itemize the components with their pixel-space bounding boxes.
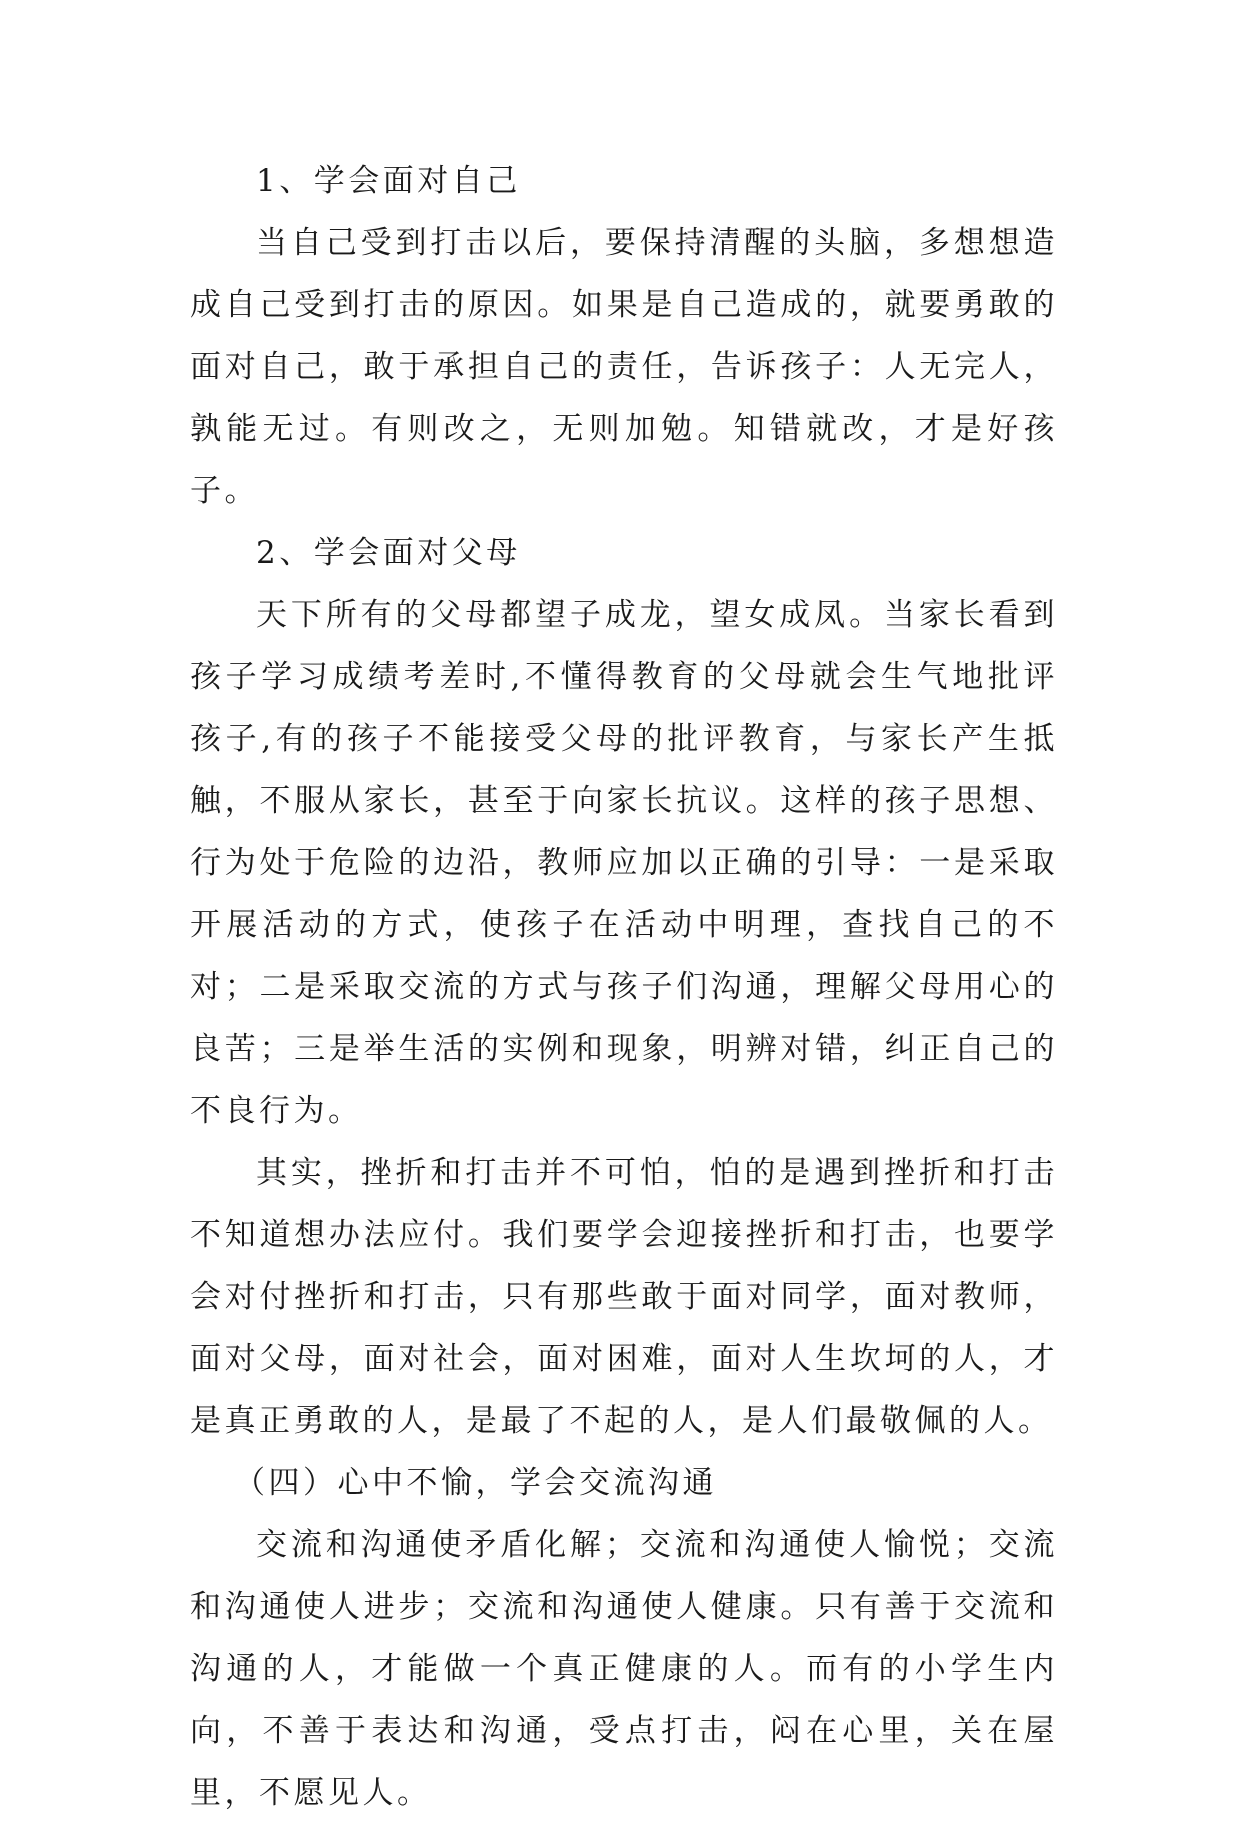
document-body — [190, 150, 1058, 1824]
paragraph-face-parents: 天下所有的父母都望子成龙，望女成凤。当家长看到孩子学习成绩考差时,不懂得教育的父母就会生气地批评孩子,有的孩子不能接受父母的批评教育，与家长产生抵触，不服从家长，甚至于向家长抗议。这样的孩子思想、行为处于危险的边沿，教师应加以正确的引导：一是采取开展活动的方式，使孩子在活动中明理，查找自己的不对；二是采取交流的方式与孩子们沟通，理解父母用心的良苦；三是举生活的实例和现象，明辨对错，纠正自己的不良行为。 — [190, 597, 1058, 1129]
section-heading-communication: （四）心中不愉，学会交流沟通 — [234, 1465, 717, 1501]
section-heading-face-self: 1、学会面对自己 — [256, 163, 521, 199]
paragraph-face-self: 当自己受到打击以后，要保持清醒的头脑，多想想造成自己受到打击的原因。如果是自己造成的，就要勇敢的面对自己，敢于承担自己的责任，告诉孩子：人无完人，孰能无过。有则改之，无则加勉。知错就改，才是好孩子。 — [190, 225, 1058, 509]
paragraph-communication: 交流和沟通使矛盾化解；交流和沟通使人愉悦；交流和沟通使人进步；交流和沟通使人健康。只有善于交流和沟通的人，才能做一个真正健康的人。而有的小学生内向，不善于表达和沟通，受点打击，闷在心里，关在屋里，不愿见人。 — [190, 1527, 1058, 1811]
paragraph-setbacks: 其实，挫折和打击并不可怕，怕的是遇到挫折和打击不知道想办法应付。我们要学会迎接挫折和打击，也要学会对付挫折和打击，只有那些敢于面对同学，面对教师，面对父母，面对社会，面对困难，面对人生坎坷的人，才是真正勇敢的人，是最了不起的人，是人们最敬佩的人。 — [190, 1155, 1058, 1439]
section-heading-face-parents: 2、学会面对父母 — [256, 535, 521, 571]
